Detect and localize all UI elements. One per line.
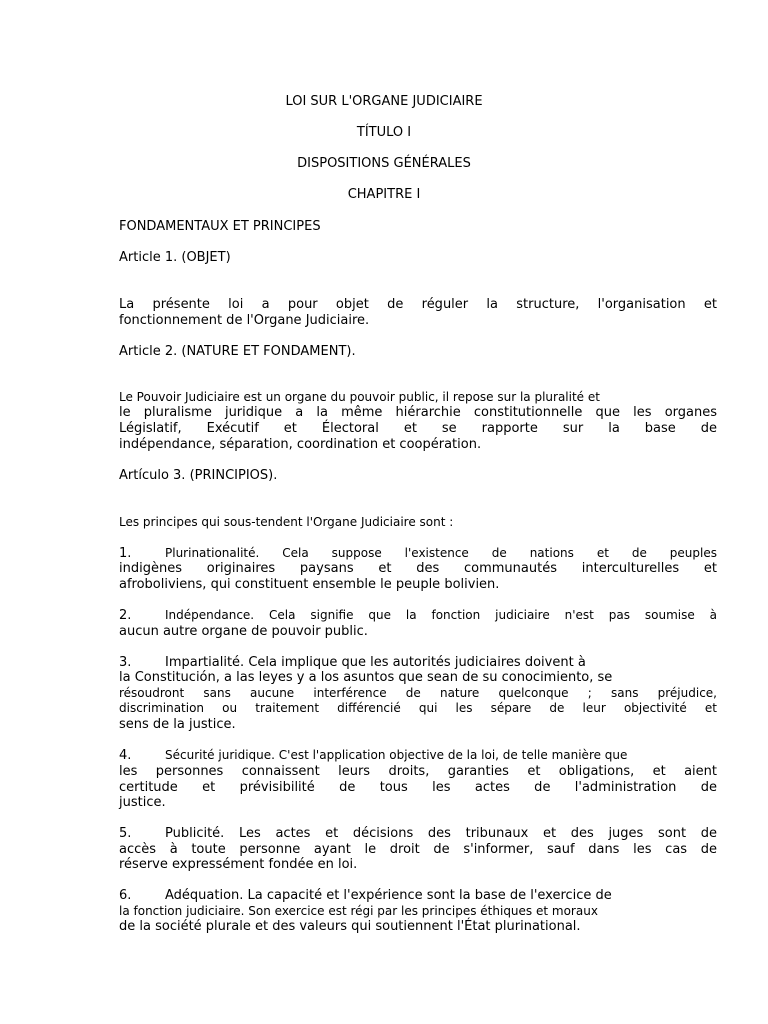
principle-number: 3. — [119, 655, 132, 670]
principle-6-line: 6. Adéquation. La capacité et l'expérience sont la base de l'exercice de — [119, 888, 612, 903]
principle-1-line: 1. Plurinationalité. Cela suppose l'existence de nations et de peuples — [119, 546, 717, 561]
chapter-name: FONDAMENTAUX ET PRINCIPES — [119, 219, 321, 234]
principle-5-line: réserve expressément fondée en loi. — [119, 857, 358, 872]
article-1-line: La présente loi a pour objet de réguler la structure, l'organisation et — [119, 297, 717, 312]
principle-4-line: 4. Sécurité juridique. C'est l'application objective de la loi, de telle manière que — [119, 748, 628, 763]
principle-number: 1. — [119, 546, 132, 561]
principle-3-line: 3. Impartialité. Cela implique que les autorités judiciaires doivent à — [119, 655, 586, 670]
principle-1-line: afroboliviens, qui constituent ensemble le peuple bolivien. — [119, 577, 500, 592]
principle-2-line: 2. Indépendance. Cela signifie que la fonction judiciaire n'est pas soumise à — [119, 608, 717, 623]
article-2-line: indépendance, séparation, coordination et coopération. — [119, 437, 482, 452]
principle-number: 5. — [119, 826, 132, 841]
principle-6-line: la fonction judiciaire. Son exercice est régi par les principes éthiques et moraux — [119, 904, 598, 918]
principle-1-line: indigènes originaires paysans et des communautés interculturelles et — [119, 561, 717, 576]
article-1-heading: Article 1. (OBJET) — [119, 250, 231, 265]
principle-4-line: certitude et prévisibilité de tous les actes de l'administration de — [119, 780, 717, 795]
principle-6-line: de la société plurale et des valeurs qui soutiennent l'État plurinational. — [119, 919, 581, 934]
principle-3-line: sens de la justice. — [119, 717, 236, 732]
principle-3-line: discrimination ou traitement différencié qui les sépare de leur objectivité et — [119, 701, 717, 715]
article-2-line: Législatif, Exécutif et Électoral et se rapporte sur la base de — [119, 421, 717, 436]
chapter-label: CHAPITRE I — [347, 187, 421, 202]
principle-number: 2. — [119, 608, 132, 623]
article-2-line: Le Pouvoir Judiciaire est un organe du pouvoir public, il repose sur la pluralité et — [119, 390, 600, 404]
title-name: DISPOSITIONS GÉNÉRALES — [297, 156, 471, 171]
principle-5-line: accès à toute personne ayant le droit de s'informer, sauf dans les cas de — [119, 842, 717, 857]
principle-2-line: aucun autre organe de pouvoir public. — [119, 624, 368, 639]
article-3-intro: Les principes qui sous-tendent l'Organe Judiciaire sont : — [119, 515, 454, 529]
article-2-heading: Article 2. (NATURE ET FONDAMENT). — [119, 344, 356, 359]
principle-5-line: 5. Publicité. Les actes et décisions des tribunaux et des juges sont de — [119, 826, 717, 841]
article-2-line: le pluralisme juridique a la même hiérarchie constitutionnelle que les organes — [119, 405, 717, 420]
principle-3-line: la Constitución, a las leyes y a los asuntos que sean de su conocimiento, se — [119, 670, 613, 685]
principle-4-line: justice. — [119, 795, 166, 810]
principle-4-line: les personnes connaissent leurs droits, garanties et obligations, et aient — [119, 764, 717, 779]
article-3-heading: Artículo 3. (PRINCIPIOS). — [119, 468, 278, 483]
principle-number: 4. — [119, 748, 132, 763]
article-1-line: fonctionnement de l'Organe Judiciaire. — [119, 313, 370, 328]
principle-number: 6. — [119, 888, 132, 903]
law-title: LOI SUR L'ORGANE JUDICIAIRE — [285, 94, 483, 109]
principle-3-line: résoudront sans aucune interférence de nature quelconque ; sans préjudice, — [119, 686, 717, 700]
title-label: TÍTULO I — [356, 125, 412, 140]
